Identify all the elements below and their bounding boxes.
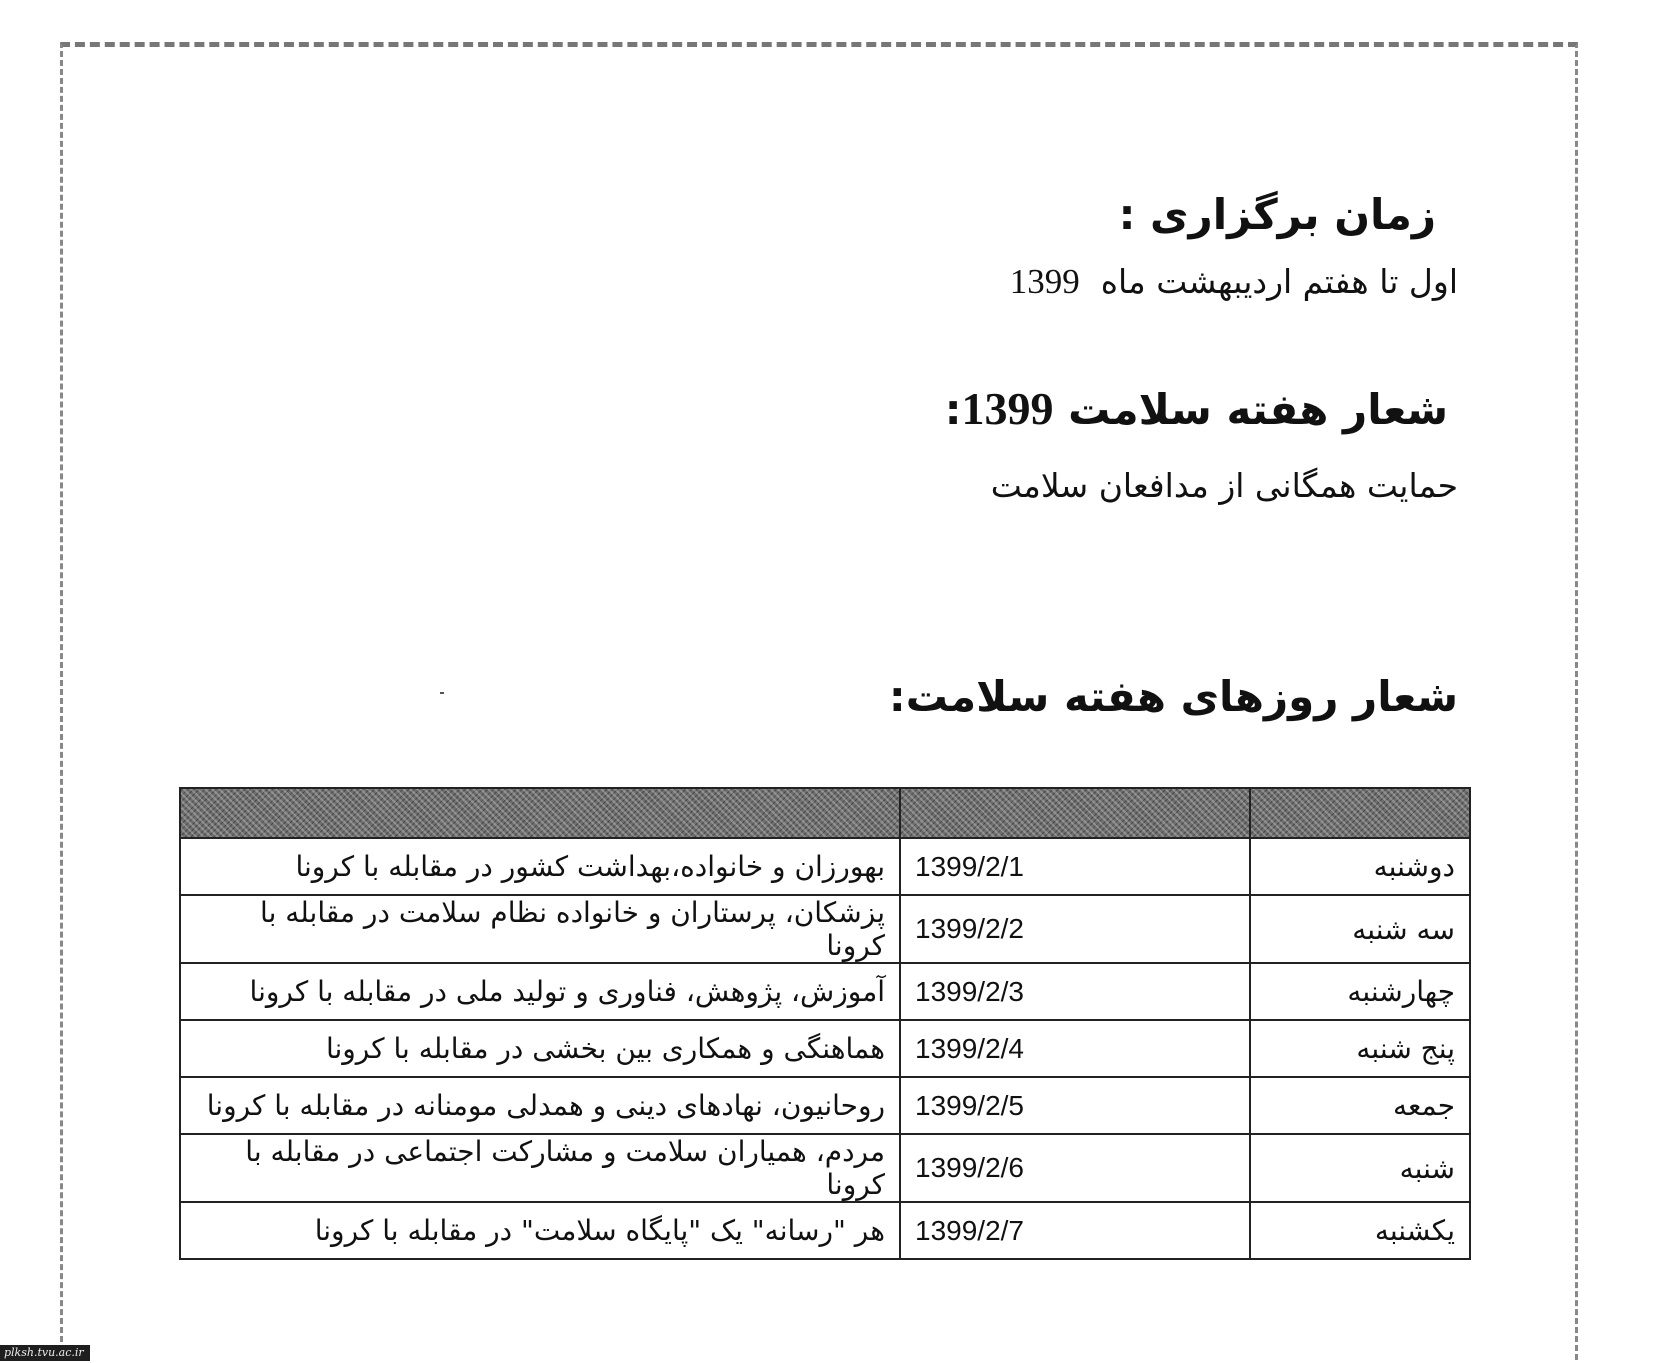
row-date: 1399/2/4 bbox=[900, 1020, 1250, 1077]
table-header-row bbox=[180, 788, 1470, 838]
time-heading: زمان برگزاری : bbox=[1118, 190, 1436, 239]
row-date: 1399/2/5 bbox=[900, 1077, 1250, 1134]
row-date: 1399/2/7 bbox=[900, 1202, 1250, 1259]
row-date: 1399/2/6 bbox=[900, 1134, 1250, 1202]
site-watermark: plksh.tvu.ac.ir bbox=[0, 1345, 90, 1361]
row-day: دوشنبه bbox=[1250, 838, 1470, 895]
slogan-heading-year: 1399 bbox=[961, 383, 1054, 434]
row-desc: روحانیون، نهادهای دینی و همدلی مومنانه در مقابله با کرونا bbox=[180, 1077, 900, 1134]
row-desc: پزشکان، پرستاران و خانواده نظام سلامت در مقابله با کرونا bbox=[180, 895, 900, 963]
row-day: سه شنبه bbox=[1250, 895, 1470, 963]
slogan-heading-text: شعار هفته سلامت bbox=[1068, 385, 1448, 434]
table-row bbox=[180, 1134, 1470, 1202]
row-desc: هر "رسانه" یک "پایگاه سلامت" در مقابله با کرونا bbox=[180, 1202, 900, 1259]
days-table bbox=[179, 787, 1471, 1260]
row-date: 1399/2/1 bbox=[900, 838, 1250, 895]
row-date: 1399/2/3 bbox=[900, 963, 1250, 1020]
time-text-words: اول تا هفتم اردیبهشت ماه bbox=[1100, 262, 1458, 301]
table-row bbox=[180, 838, 1470, 895]
row-day: چهارشنبه bbox=[1250, 963, 1470, 1020]
header-day-cell bbox=[1250, 788, 1470, 838]
table-row bbox=[180, 1202, 1470, 1259]
table-row bbox=[180, 895, 1470, 963]
slogan-heading bbox=[945, 382, 1448, 435]
table-row bbox=[180, 1020, 1470, 1077]
header-desc-cell bbox=[180, 788, 900, 838]
row-day: پنج شنبه bbox=[1250, 1020, 1470, 1077]
header-date-cell bbox=[900, 788, 1250, 838]
row-desc: بهورزان و خانواده،بهداشت کشور در مقابله با کرونا bbox=[180, 838, 900, 895]
row-day: جمعه bbox=[1250, 1077, 1470, 1134]
days-heading: شعار روزهای هفته سلامت: bbox=[888, 672, 1458, 721]
table-row bbox=[180, 963, 1470, 1020]
row-day: یکشنبه bbox=[1250, 1202, 1470, 1259]
time-year: 1399 bbox=[1009, 262, 1080, 301]
row-desc: مردم، همیاران سلامت و مشارکت اجتماعی در مقابله با کرونا bbox=[180, 1134, 900, 1202]
row-day: شنبه bbox=[1250, 1134, 1470, 1202]
row-desc: هماهنگی و همکاری بین بخشی در مقابله با کرونا bbox=[180, 1020, 900, 1077]
slogan-heading-colon: : bbox=[944, 385, 962, 434]
row-desc: آموزش، پژوهش، فناوری و تولید ملی در مقابله با کرونا bbox=[180, 963, 900, 1020]
table-row bbox=[180, 1077, 1470, 1134]
slogan-text: حمایت همگانی از مدافعان سلامت bbox=[990, 466, 1458, 505]
scan-speck bbox=[440, 692, 444, 694]
time-text bbox=[1010, 262, 1458, 302]
row-date: 1399/2/2 bbox=[900, 895, 1250, 963]
